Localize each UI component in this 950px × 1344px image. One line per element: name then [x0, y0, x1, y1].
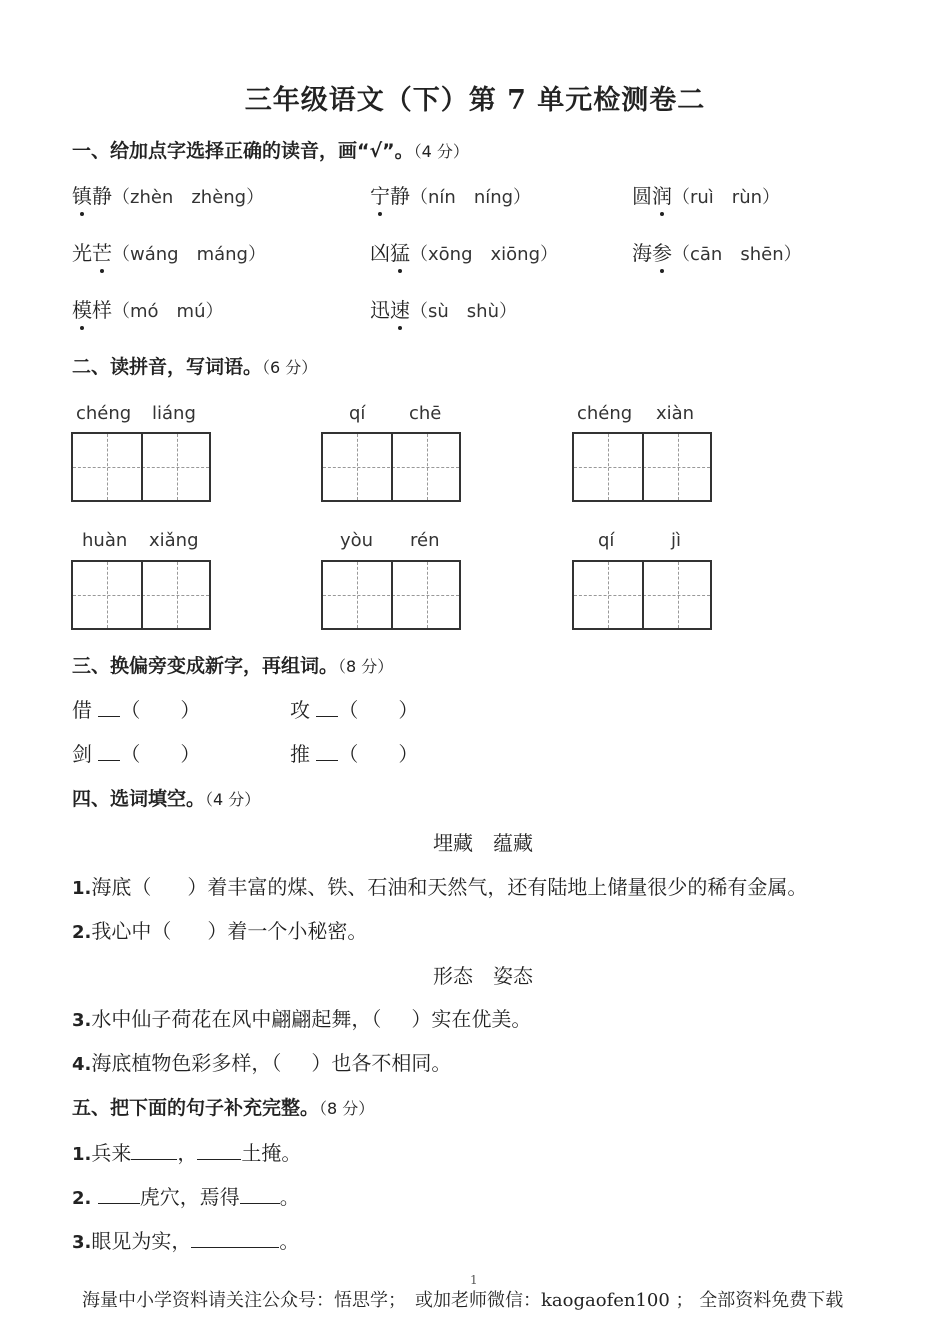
word-choices: 埋藏 蕴藏 [433, 831, 533, 855]
writing-grid[interactable] [572, 432, 712, 502]
dotted-char: 宁 [370, 184, 390, 208]
section-3-points: （8 分） [338, 657, 394, 676]
answer-blank[interactable] [197, 1159, 241, 1160]
section-2-title: 二、读拼音，写词语。 [72, 356, 263, 378]
answer-blank[interactable] [131, 1159, 177, 1160]
pinyin-label: jì [671, 530, 682, 551]
section-1-title: 一、给加点字选择正确的读音，画“√”。 [72, 140, 414, 162]
section-2-points: （6 分） [262, 358, 318, 377]
writing-grid[interactable] [321, 560, 461, 630]
dotted-char: 猛 [390, 241, 410, 265]
pinyin-label: chē [409, 403, 442, 424]
section-4-title: 四、选词填空。 [72, 788, 206, 810]
section-2-heading [72, 352, 317, 379]
writing-grid[interactable] [321, 432, 461, 502]
pinyin-item: 海参（cān shēn） [632, 241, 802, 265]
word-choices: 形态 姿态 [433, 964, 533, 988]
dotted-char: 芒 [92, 241, 112, 265]
answer-blank[interactable] [98, 716, 120, 717]
answer-blank[interactable] [316, 716, 338, 717]
pinyin-label: chéng [577, 403, 633, 424]
fill-question: 3.水中仙子荷花在风中翩翩起舞，（ ）实在优美。 [72, 1007, 532, 1031]
radical-item: 借 （ ） [72, 698, 201, 722]
section-5-heading [72, 1093, 374, 1120]
pinyin-label: chéng [76, 403, 132, 424]
pinyin-label: rén [410, 530, 440, 551]
writing-grid[interactable] [572, 560, 712, 630]
dotted-char: 参 [652, 241, 672, 265]
dotted-char: 润 [652, 184, 672, 208]
answer-blank[interactable] [98, 1203, 140, 1204]
dotted-char: 模 [72, 298, 92, 322]
section-4-points: （4 分） [205, 790, 261, 809]
pinyin-label: yòu [340, 530, 374, 551]
section-1-heading [72, 136, 469, 163]
radical-item: 推 （ ） [290, 742, 419, 766]
dotted-char: 速 [390, 298, 410, 322]
fill-question: 1.海底（ ）着丰富的煤、铁、石油和天然气，还有陆地上储量很少的稀有金属。 [72, 875, 808, 899]
writing-grid[interactable] [71, 560, 211, 630]
pinyin-item: 镇静（zhèn zhèng） [72, 184, 265, 208]
fill-question: 4.海底植物色彩多样，（ ）也各不相同。 [72, 1051, 452, 1075]
answer-blank[interactable] [316, 760, 338, 761]
pinyin-item: 迅速（sù shù） [370, 298, 517, 322]
pinyin-item: 宁静（nín níng） [370, 184, 532, 208]
section-3-title: 三、换偏旁变成新字，再组词。 [72, 655, 339, 677]
fill-question: 2.我心中（ ）着一个小秘密。 [72, 919, 368, 943]
complete-question: 2. 虎穴，焉得 。 [72, 1185, 300, 1209]
radical-item: 剑 （ ） [72, 742, 201, 766]
answer-blank[interactable] [191, 1247, 279, 1248]
pinyin-label: xiǎng [149, 530, 199, 551]
pinyin-item: 圆润（ruì rùn） [632, 184, 781, 208]
answer-blank[interactable] [240, 1203, 280, 1204]
page-number: 1 [470, 1273, 478, 1287]
section-3-heading [72, 651, 393, 678]
section-5-title: 五、把下面的句子补充完整。 [72, 1097, 320, 1119]
pinyin-item: 凶猛（xōng xiōng） [370, 241, 558, 265]
section-1-points: （4 分） [413, 142, 469, 161]
pinyin-item: 模样（mó mú） [72, 298, 224, 322]
section-4-heading [72, 784, 260, 811]
pinyin-item: 光芒（wáng máng） [72, 241, 266, 265]
page-title: 三年级语文（下）第 7 单元检测卷二 [244, 85, 706, 116]
pinyin-label: qí [598, 530, 615, 551]
writing-grid[interactable] [71, 432, 211, 502]
complete-question: 3.眼见为实， 。 [72, 1229, 300, 1253]
dotted-char: 镇 [72, 184, 92, 208]
footer-note: 海量中小学资料请关注公众号：悟思学； 或加老师微信：kaogaofen100 ； 全部资料免费下载 [82, 1290, 844, 1311]
pinyin-label: xiàn [656, 403, 695, 424]
radical-item: 攻 （ ） [290, 698, 419, 722]
pinyin-label: huàn [82, 530, 128, 551]
pinyin-label: liáng [152, 403, 196, 424]
pinyin-label: qí [349, 403, 366, 424]
complete-question: 1.兵来 ， 土掩。 [72, 1141, 302, 1165]
answer-blank[interactable] [98, 760, 120, 761]
section-5-points: （8 分） [319, 1099, 375, 1118]
